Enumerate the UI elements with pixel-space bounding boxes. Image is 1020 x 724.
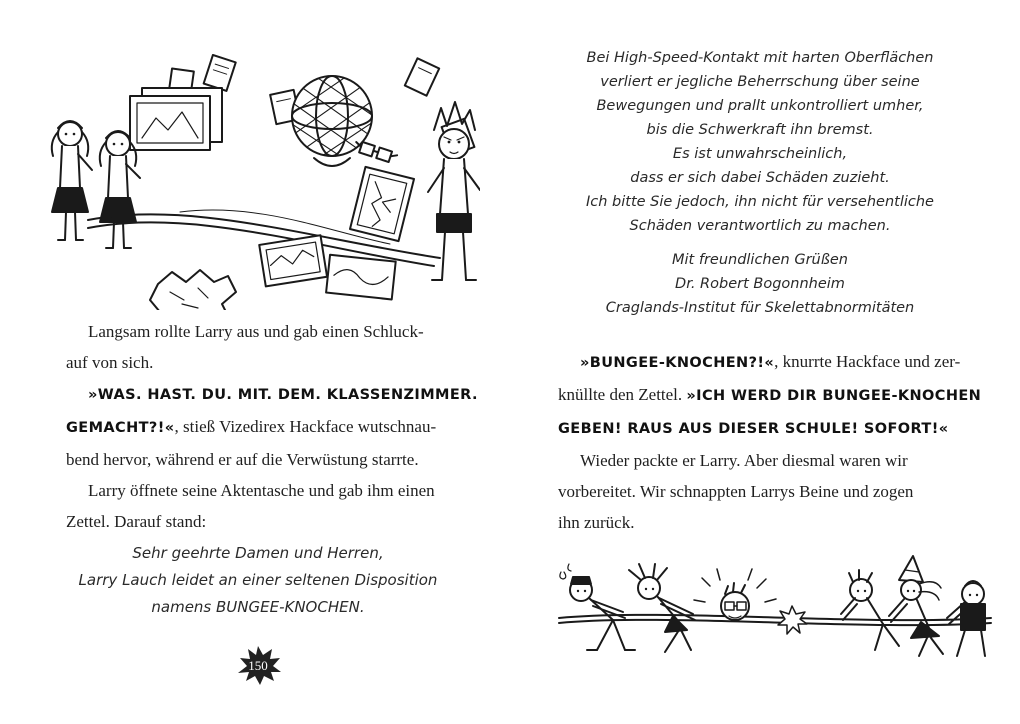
text-segment: Sehr geehrte Damen und Herren, — [132, 544, 384, 562]
text-segment: Craglands-Institut für Skelettabnormitäten — [605, 300, 915, 316]
text-segment: Schäden verantwortlich zu machen. — [629, 218, 891, 234]
text-line — [558, 507, 956, 538]
wall-picture-frames — [130, 88, 222, 150]
left-body-text — [66, 316, 478, 537]
text-segment: dass er sich dabei Schäden zuzieht. — [630, 170, 890, 186]
text-line — [558, 346, 961, 379]
text-line — [558, 476, 956, 507]
letter-signature-text — [555, 248, 965, 320]
text-line — [555, 94, 965, 118]
classroom-chaos-illustration — [30, 52, 480, 310]
text-line — [558, 445, 956, 476]
text-segment: Es ist unwahrscheinlich, — [672, 146, 848, 162]
text-line — [555, 272, 965, 296]
text-segment: Mit freundlichen Grüßen — [672, 252, 848, 268]
text-line — [66, 506, 450, 537]
text-line — [555, 190, 965, 214]
text-line — [66, 316, 450, 347]
text-line — [558, 379, 982, 412]
standing-kid — [428, 102, 480, 280]
text-segment: Ich bitte Sie jedoch, ihn nicht für versehentliche — [586, 194, 934, 210]
text-segment: »BUNGEE-KNOCHEN?!« — [580, 355, 775, 371]
page-number-text: 150 — [248, 658, 268, 673]
girl-figures — [52, 121, 140, 248]
text-segment: vorbereitet. Wir schnappten Larrys Beine und zogen — [558, 482, 914, 501]
text-line — [555, 118, 965, 142]
text-line — [70, 540, 446, 567]
tug-of-war-illustration — [545, 538, 1000, 673]
text-segment: Dr. Robert Bogonnheim — [675, 276, 845, 292]
text-line — [66, 475, 450, 506]
right-page — [510, 0, 1020, 724]
page-number-splat-icon — [235, 646, 281, 686]
text-line — [70, 567, 446, 594]
text-line — [555, 214, 965, 238]
page-number-badge — [235, 646, 281, 688]
left-pullers — [560, 564, 695, 652]
right-pullers — [841, 556, 985, 656]
text-segment: Bewegungen und prallt unkontrolliert umher, — [596, 98, 924, 114]
text-segment: Zettel. Darauf stand: — [66, 512, 207, 531]
text-line — [66, 347, 450, 378]
globe-icon — [280, 52, 398, 184]
text-segment: ihn zurück. — [558, 513, 635, 532]
text-segment: Langsam rollte Larry aus und gab einen Schluck- — [88, 322, 424, 341]
text-segment: bis die Schwerkraft ihn bremst. — [646, 122, 874, 138]
crumpled-figure — [150, 270, 236, 310]
letter-body-text — [555, 46, 965, 238]
text-line — [70, 594, 446, 621]
text-line — [66, 411, 450, 444]
text-line — [555, 248, 965, 272]
text-line — [66, 444, 450, 475]
text-segment: knüllte den Zettel. — [558, 385, 687, 404]
text-segment: , knurrte Hackface und zer- — [774, 352, 961, 371]
text-segment: »WAS. HAST. DU. MIT. DEM. KLASSENZIMMER. — [88, 387, 478, 403]
falling-frame — [350, 167, 414, 241]
text-segment: namens BUNGEE-KNOCHEN. — [151, 598, 365, 616]
text-line — [555, 142, 965, 166]
text-segment: bend hervor, während er auf die Verwüstung starrte. — [66, 450, 419, 469]
larry-head — [694, 569, 776, 620]
text-segment: GEMACHT?!« — [66, 420, 175, 436]
text-segment: GEBEN! RAUS AUS DIESER SCHULE! SOFORT!« — [558, 421, 949, 437]
text-line — [558, 412, 956, 445]
grip-burst-icon — [778, 606, 807, 634]
text-segment: auf von sich. — [66, 353, 154, 372]
fallen-frames — [259, 235, 395, 299]
text-line — [555, 296, 965, 320]
text-segment: Larry Lauch leidet an einer seltenen Disposition — [78, 571, 438, 589]
text-segment: »ICH WERD DIR BUNGEE-KNOCHEN — [686, 388, 982, 404]
text-line — [555, 46, 965, 70]
right-body-text — [558, 346, 982, 538]
text-segment: Larry öffnete seine Aktentasche und gab ihm einen — [88, 481, 435, 500]
text-line — [555, 70, 965, 94]
text-segment: , stieß Vizedirex Hackface wutschnau- — [174, 417, 437, 436]
text-segment: Wieder packte er Larry. Aber diesmal waren wir — [580, 451, 908, 470]
text-segment: verliert er jegliche Beherrschung über seine — [600, 74, 920, 90]
text-line — [555, 166, 965, 190]
letter-opening-text — [70, 540, 446, 621]
text-line — [66, 378, 478, 411]
text-segment: Bei High-Speed-Kontakt mit harten Oberflächen — [586, 50, 934, 66]
